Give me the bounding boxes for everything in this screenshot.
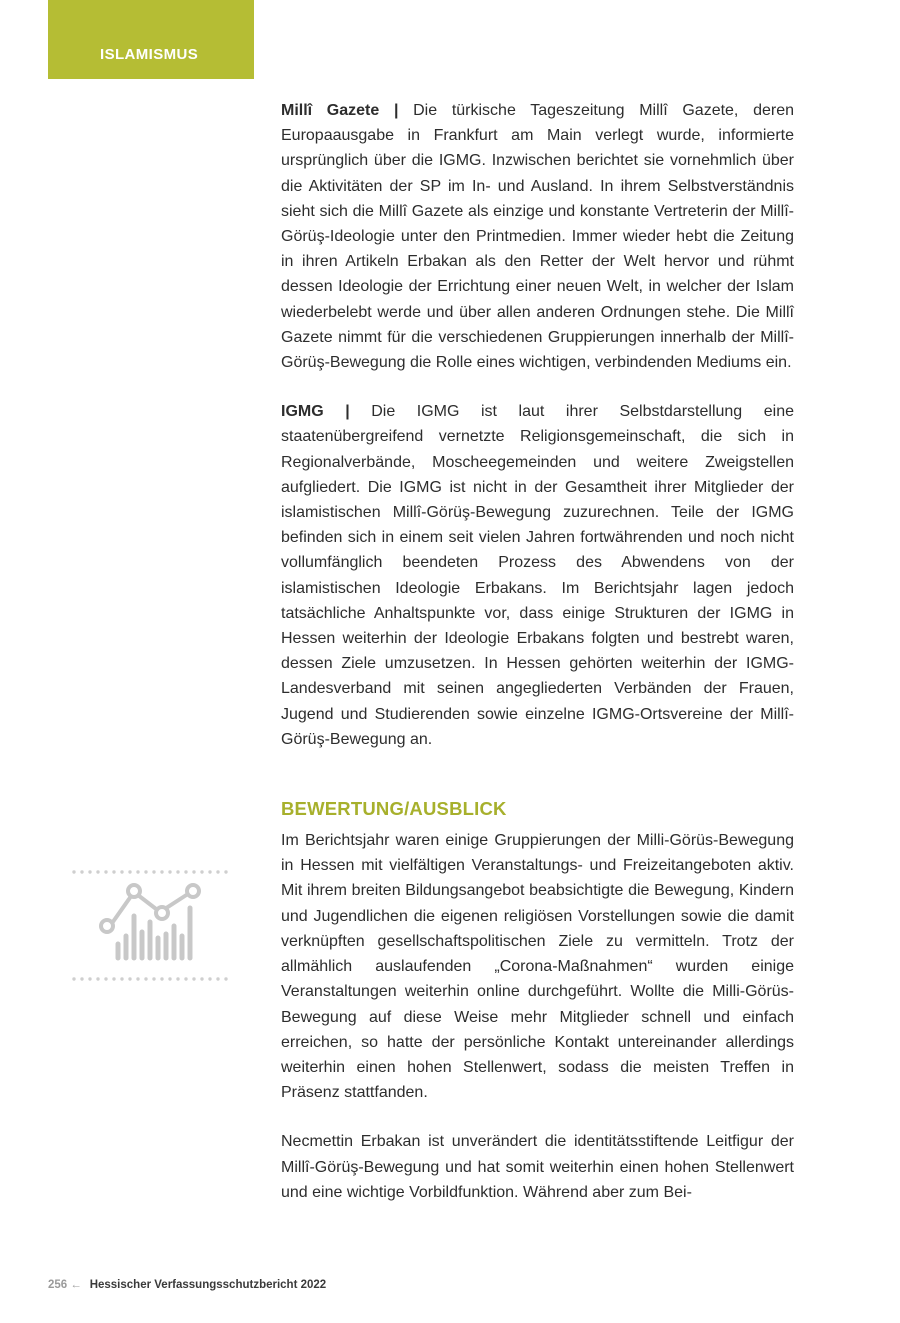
text-igmg: Die IGMG ist laut ihrer Selbstdarstellung eine staatenübergreifend vernetzte Religionsgemeinschaft, die sich in Regionalverbände, Moscheegemeinden und weitere Zweigstellen aufgliedert. Die IGMG ist nicht in der Gesamtheit ihrer Mitglieder der islamistischen Millî-Görüş-Bewegung zuzurechnen. Teile der IGMG befinden sich in einem seit vielen Jahren fortwährenden und noch nicht vollumfänglich beendeten Prozess des Abwendens von der islamistischen Ideologie Erbakans. Im Berichtsjahr lagen jedoch tatsächliche Anhaltspunkte vor, dass einige Strukturen der IGMG in Hessen weiterhin der Ideologie Erbakans folgten und bestrebt waren, dessen Ziele umzusetzen. In Hessen gehörten weiterhin der IGMG-Landesverband mit seinen angegliederten Verbänden der Frauen, Jugend und Studierenden sowie einzelne IGMG-Ortsvereine der Millî-Görüş-Bewegung an. (281, 403, 794, 748)
text-milli-gazete: Die türkische Tageszeitung Millî Gazete, deren Europaausgabe in Frankfurt am Main verlegt wurde, informierte ursprünglich über die IGMG. Inzwischen berichtet sie vornehmlich über die Aktivitäten der SP im In- und Ausland. In ihrem Selbstverständnis sieht sich die Millî Gazete als einzige und konstante Vertreterin der Millî-Görüş-Ideologie unter den Printmedien. Immer wieder hebt die Zeitung in ihren Artikeln Erbakan als den Retter der Welt hervor und rühmt dessen Ideologie der Errichtung einer neuen Welt, in welcher der Islam wiederbelebt werde und über allen anderen Ordnungen stehe. Die Millî Gazete nimmt für die verschiedenen Gruppierungen innerhalb der Millî-Görüş-Bewegung die Rolle eines wichtigen, verbindenden Mediums ein. (281, 102, 794, 372)
chart-analytics-icon (70, 866, 230, 986)
paragraph-igmg (281, 399, 794, 752)
main-content (281, 98, 794, 1229)
publication-title: Hessischer Verfassungsschutzbericht 2022 (89, 1279, 327, 1291)
paragraph-milli-gazete (281, 98, 794, 375)
paragraph-bewertung-1: Im Berichtsjahr waren einige Gruppierungen der Milli-Görüs-Bewegung in Hessen mit vielfältigen Veranstaltungs- und Freizeitangeboten aktiv. Mit ihrem breiten Bildungsangebot beabsichtigte die Bewegung, Kindern und Jugendlichen die eigenen religiösen Vorstellungen sowie die damit verknüpften gesellschaftspolitischen Ziele zu vermitteln. Trotz der allmählich auslaufenden „Corona-Maßnahmen“ wurden einige Veranstaltungen weiterhin online durchgeführt. Wollte die Milli-Görüs-Bewegung auf diese Weise mehr Mitglieder schnell und einfach erreichen, so hatte der persönliche Kontakt untereinander allerdings weiterhin einen hohen Stellenwert, sodass die meisten Treffen in Präsenz stattfanden. (281, 832, 794, 1102)
side-graphic (70, 866, 230, 986)
section-title: ISLAMISMUS (100, 46, 199, 63)
lead-igmg: IGMG | (281, 403, 350, 421)
section-tab (48, 0, 254, 79)
heading-bewertung: BEWERTUNG/AUSBLICK (281, 798, 507, 820)
paragraph-bewertung-2: Necmettin Erbakan ist unverändert die identitätsstiftende Leitfigur der Millî-Görüş-Bewegung und hat somit weiterhin einen hohen Stellenwert und eine wichtige Vorbildfunktion. Während aber zum Bei- (281, 1133, 794, 1201)
back-arrow-icon[interactable]: ← (70, 1279, 82, 1291)
lead-milli-gazete: Millî Gazete | (281, 102, 399, 119)
page-number: 256 (48, 1279, 68, 1291)
page-footer (48, 1279, 326, 1291)
